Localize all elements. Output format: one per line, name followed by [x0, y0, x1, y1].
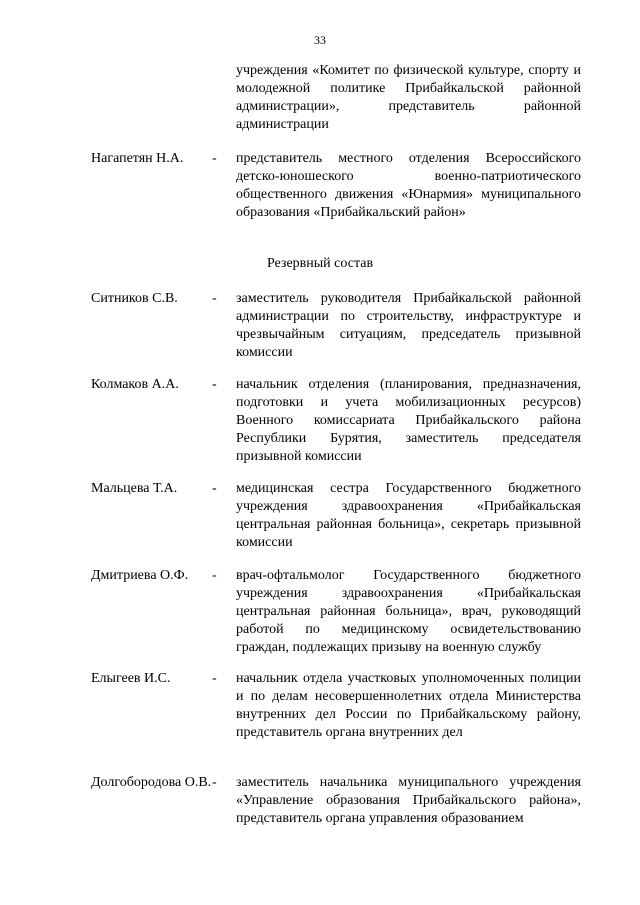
member-name: Долгобородова О.В.: [91, 775, 212, 790]
member-dash: -: [212, 568, 217, 583]
member-dash: -: [212, 377, 217, 392]
member-description: медицинская сестра Государственного бюджетного учреждения здравоохранения «Прибайкальская центральная районная больница», секретарь призывной комиссии: [236, 481, 581, 550]
member-name: Мальцева Т.А.: [91, 481, 178, 496]
reserve-heading: Резервный состав: [266, 256, 374, 271]
page-number: 33: [314, 33, 326, 47]
member-dash: -: [212, 671, 217, 686]
member-description: начальник отделения (планирования, предназначения, подготовки и учета мобилизационных ресурсов) Военного комиссариата Прибайкальского района Республики Бурятия, заместитель председателя призывной комиссии: [236, 377, 581, 464]
member-description: учреждения «Комитет по физической культуре, спорту и молодежной политике Прибайкальской районной администрации», представитель районной администрации: [236, 63, 581, 132]
member-dash: -: [212, 481, 217, 496]
member-name: Нагапетян Н.А.: [91, 151, 184, 166]
member-name: Ситников С.В.: [91, 291, 178, 306]
member-dash: -: [212, 775, 217, 790]
member-description: заместитель руководителя Прибайкальской районной администрации по строительству, инфраструктуре и чрезвычайным ситуациям, председатель призывной комиссии: [236, 291, 581, 360]
member-name: Колмаков А.А.: [91, 377, 179, 392]
member-description: заместитель начальника муниципального учреждения «Управление образования Прибайкальского района», представитель органа управления образованием: [236, 775, 581, 826]
member-dash: -: [212, 291, 217, 306]
member-name: Дмитриева О.Ф.: [91, 568, 189, 583]
member-description: представитель местного отделения Всероссийского детско-юношеского военно-патриотического общественного движения «Юнармия» муниципального образования «Прибайкальский район»: [236, 151, 581, 220]
member-description: врач-офтальмолог Государственного бюджетного учреждения здравоохранения «Прибайкальская центральная районная больница», врач, руководящий работой по медицинскому освидетельствованию граждан, подлежащих призыву на военную службу: [236, 568, 581, 655]
member-dash: -: [212, 151, 217, 166]
member-description: начальник отдела участковых уполномоченных полиции и по делам несовершеннолетних отдела Министерства внутренних дел России по Прибайкальскому району, представитель органа внутренних дел: [236, 671, 581, 740]
member-name: Елыгеев И.С.: [91, 671, 171, 686]
